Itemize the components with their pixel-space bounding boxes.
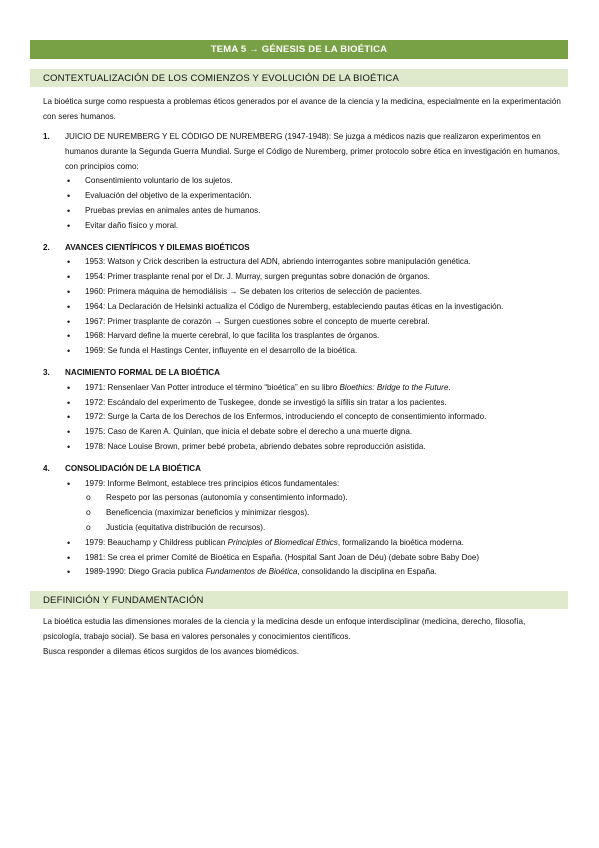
bullet-item: • 1981: Se crea el primer Comité de Bioética en España. (Hospital Sant Joan de Déu) (debate sobre Baby Doe) <box>65 551 563 566</box>
bullet-item: • 1969: Se funda el Hastings Center, influyente en el desarrollo de la bioética. <box>65 344 563 359</box>
numbered-list <box>43 130 563 580</box>
item-title: NACIMIENTO FORMAL DE LA BIOÉTICA <box>65 367 220 377</box>
item-number: 2. <box>43 242 50 252</box>
bullet-item: • 1954: Primer trasplante renal por el Dr. J. Murray, surgen preguntas sobre donación de órganos. <box>65 270 563 285</box>
bullet-item: • 1975: Caso de Karen A. Quinlan, que inicia el debate sobre el derecho a una muerte digna. <box>65 425 563 440</box>
item-title: AVANCES CIENTÍFICOS Y DILEMAS BIOÉTICOS <box>65 242 250 252</box>
item-body: Se juzga a médicos nazis que realizaron experimentos en humanos durante la Segunda Guerra Mundial. Surge el Código de Nuremberg, primer protocolo sobre ética en investigación en humanos, con principios como: <box>65 132 560 171</box>
list-item-1 <box>43 130 563 234</box>
item-number: 4. <box>43 463 50 473</box>
item-number: 1. <box>43 132 50 141</box>
book-title: Bioethics: Bridge to the Future <box>339 382 449 392</box>
book-title: Principles of Biomedical Ethics <box>227 537 338 547</box>
definition-text: Busca responder a dilemas éticos surgidos de los avances biomédicos. <box>43 646 299 656</box>
intro-paragraph: La bioética surge como respuesta a problemas éticos generados por el avance de la ciencia y la medicina, especialmente en la experimentación con seres humanos. <box>43 97 561 121</box>
sub-bullet-item: o Respeto por las personas (autonomía y consentimiento informado). <box>85 491 563 506</box>
bullet-item: • 1972: Surge la Carta de los Derechos de los Enfermos, introduciendo el concepto de consentimiento informado. <box>65 410 563 425</box>
item-title: CONSOLIDACIÓN DE LA BIOÉTICA <box>65 463 201 473</box>
bullet-item: • 1964: La Declaración de Helsinki actualiza el Código de Nuremberg, estableciendo pautas éticas en la investigación. <box>65 300 563 315</box>
item-number: 3. <box>43 367 50 377</box>
book-title: Fundamentos de Bioética <box>205 567 298 577</box>
bullet-list <box>65 174 563 233</box>
bullet-item: • Evaluación del objetivo de la experimentación. <box>65 189 563 204</box>
bullet-item: • 1960: Primera máquina de hemodiálisis → Se debaten los criterios de selección de pacientes. <box>65 285 563 300</box>
definition-text: La bioética estudia las dimensiones morales de la ciencia y la medicina desde un enfoque interdisciplinar (medicina, derecho, filosofía, psicología, trabajo social). Se basa en valores personales y conocimientos científicos. <box>43 617 526 641</box>
bullet-item: • 1979: Beauchamp y Childress publican Principles of Biomedical Ethics, formalizando la bioética moderna. <box>65 536 563 551</box>
sub-bullet-list <box>85 491 563 535</box>
section-heading-definition: DEFINICIÓN Y FUNDAMENTACIÓN <box>30 591 568 609</box>
bullet-item: • 1968: Harvard define la muerte cerebral, lo que facilita los trasplantes de órganos. <box>65 329 563 344</box>
section-heading-context: CONTEXTUALIZACIÓN DE LOS COMIENZOS Y EVOLUCIÓN DE LA BIOÉTICA <box>30 69 568 87</box>
bullet-item: • Evitar daño físico y moral. <box>65 219 563 234</box>
list-item-3 <box>43 366 563 455</box>
definition-paragraph <box>43 615 563 659</box>
sub-bullet-item: o Beneficencia (maximizar beneficios y minimizar riesgos). <box>85 506 563 521</box>
document-title: TEMA 5 → GÉNESIS DE LA BIOÉTICA <box>30 40 568 59</box>
bullet-item: • Pruebas previas en animales antes de humanos. <box>65 204 563 219</box>
bullet-item: • 1953: Watson y Crick describen la estructura del ADN, abriendo interrogantes sobre manipulación genética. <box>65 255 563 270</box>
list-item-2 <box>43 241 563 359</box>
bullet-item: • 1967: Primer trasplante de corazón → Surgen cuestiones sobre el concepto de muerte cerebral. <box>65 315 563 330</box>
bullet-item: • Consentimiento voluntario de los sujetos. <box>65 174 563 189</box>
bullet-item: • 1989-1990: Diego Gracia publica Fundamentos de Bioética, consolidando la disciplina en España. <box>65 565 563 580</box>
bullet-list <box>65 381 563 455</box>
bullet-item: • 1979: Informe Belmont, establece tres principios éticos fundamentales: o Respeto por las personas (autonomía y consentimiento informado). o Beneficencia (maximizar beneficios y minimizar riesgos). o Justicia (equitativa distribución de recursos). <box>65 477 563 536</box>
bullet-item: • 1971: Rensenlaer Van Potter introduce el término “bioética” en su libro Bioethics: Bridge to the Future. <box>65 381 563 396</box>
bullet-list <box>65 477 563 581</box>
bullet-list <box>65 255 563 359</box>
bullet-item: • 1972: Escándalo del experimento de Tuskegee, donde se investigó la sífilis sin tratar a los pacientes. <box>65 396 563 411</box>
list-item-4 <box>43 462 563 580</box>
sub-bullet-item: o Justicia (equitativa distribución de recursos). <box>85 521 563 536</box>
bullet-item: • 1978: Nace Louise Brown, primer bebé probeta, abriendo debates sobre reproducción asistida. <box>65 440 563 455</box>
item-text <box>65 130 563 174</box>
item-title: JUICIO DE NUREMBERG Y EL CÓDIGO DE NUREMBERG (1947-1948): <box>65 132 332 141</box>
